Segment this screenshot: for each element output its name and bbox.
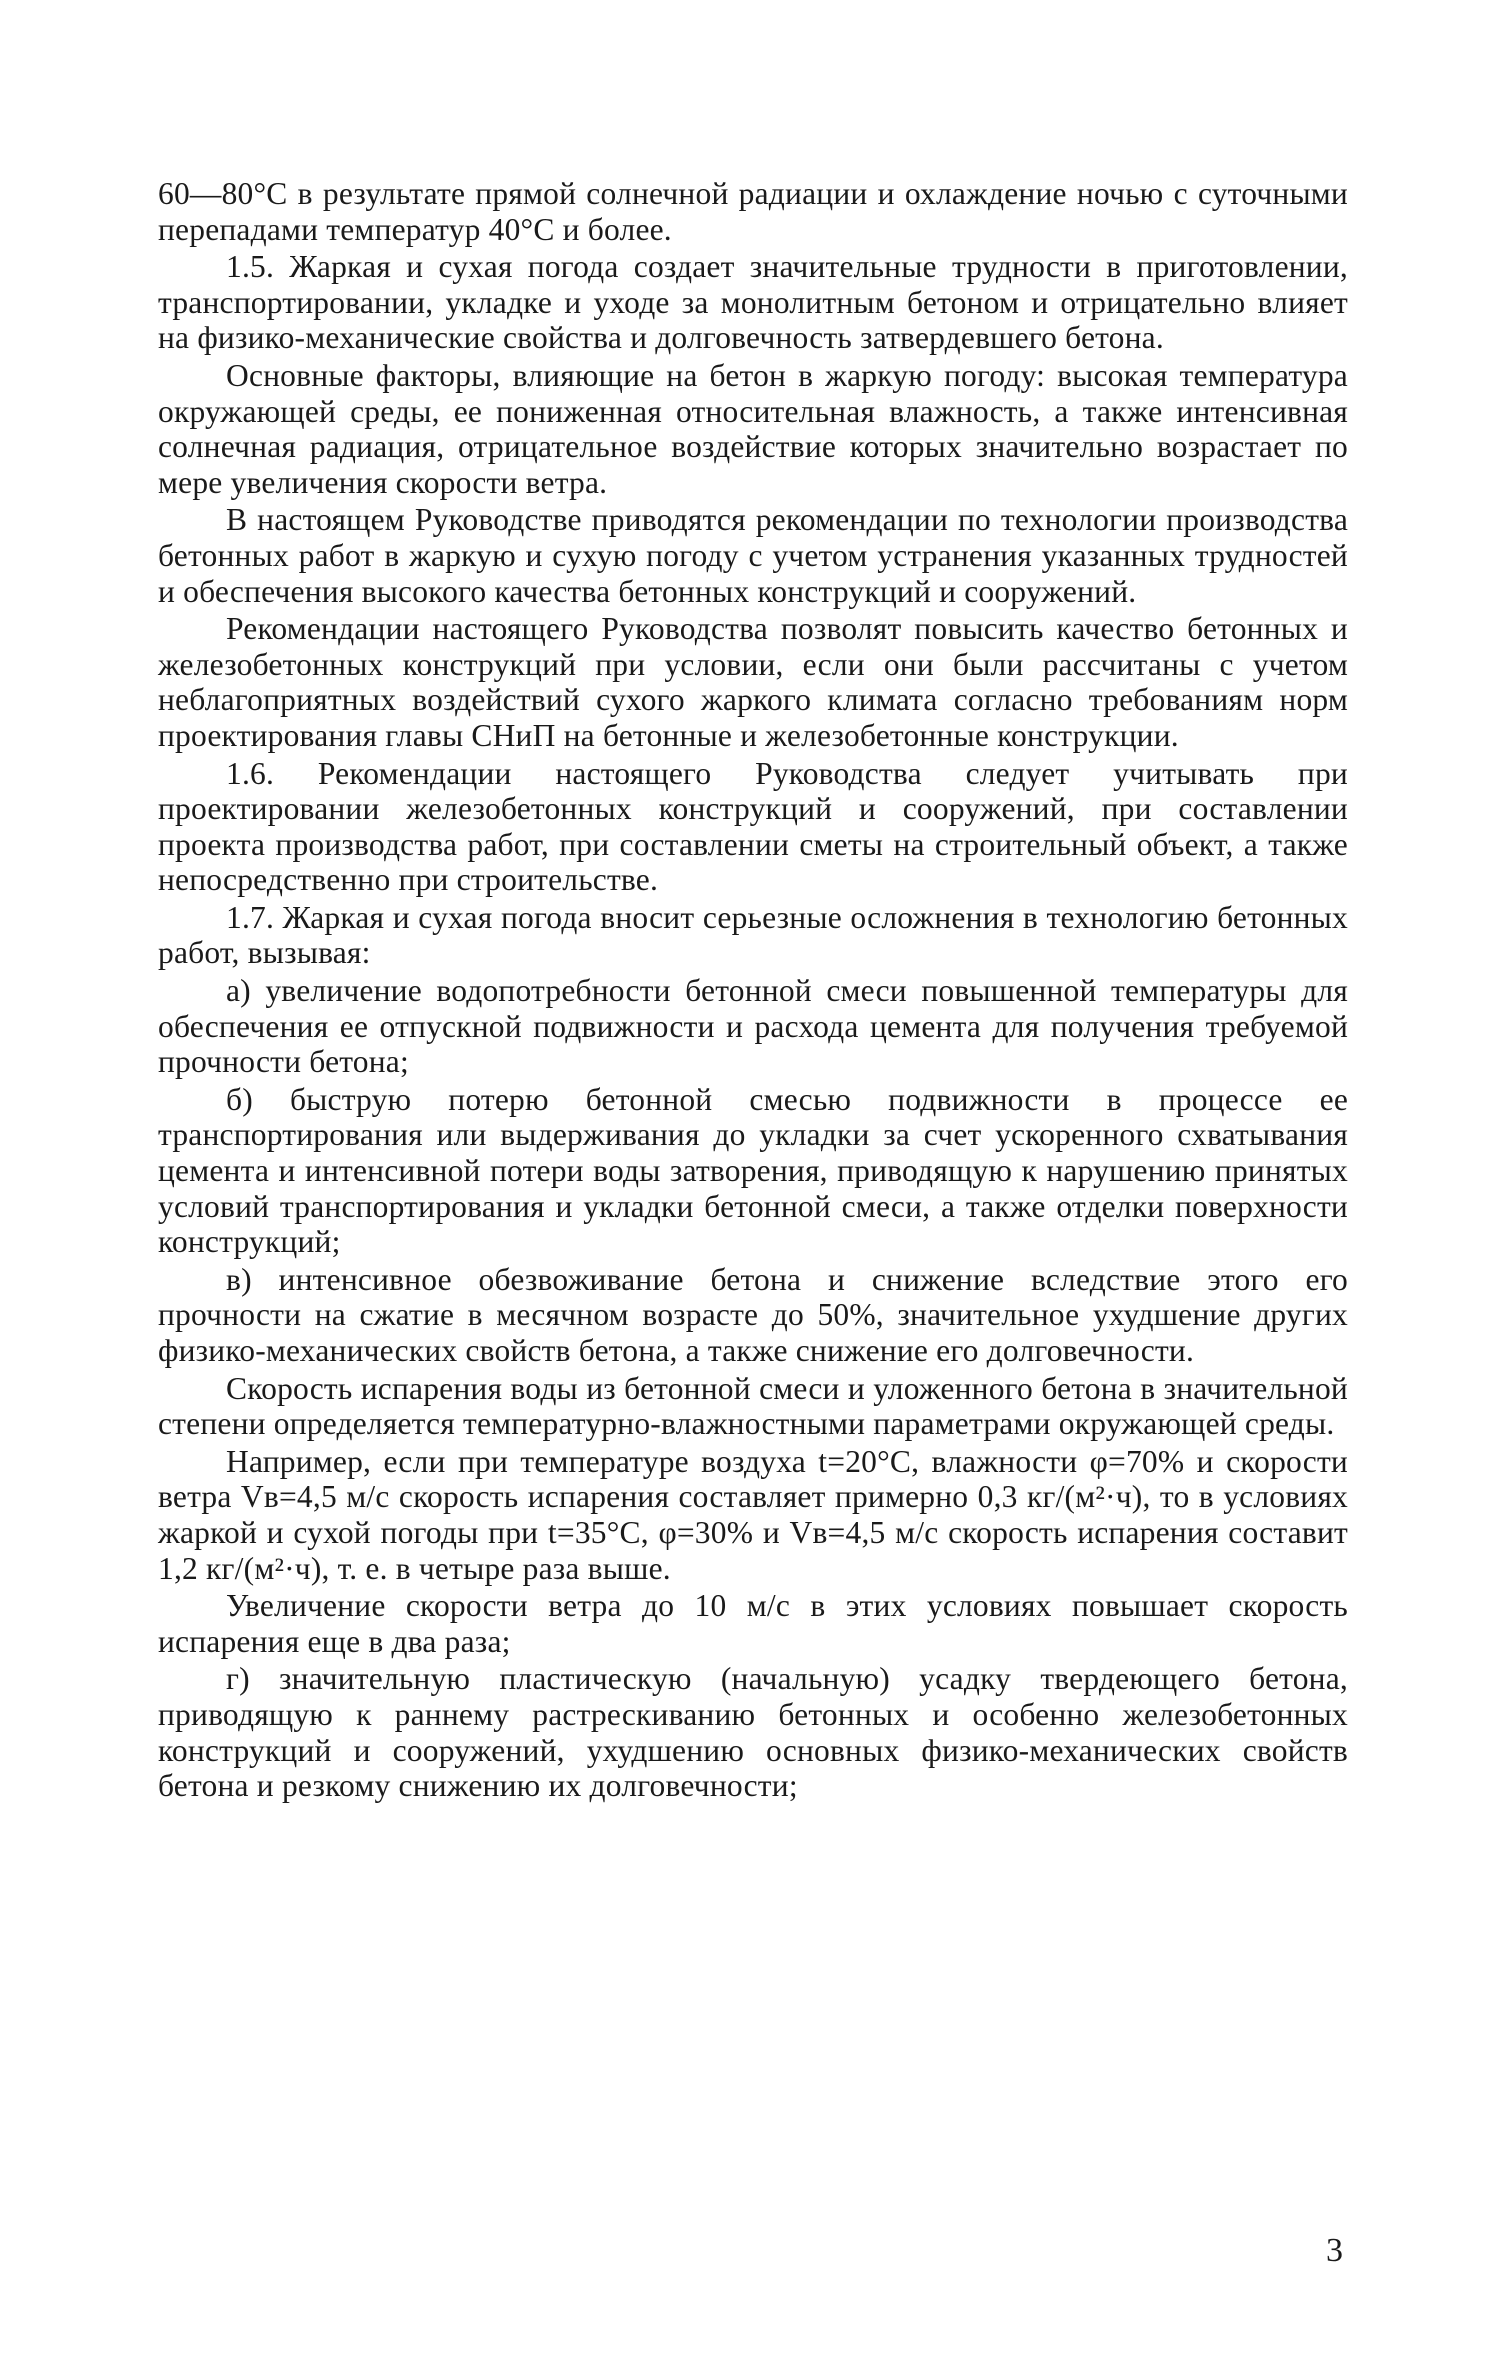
list-item-a: а) увеличение водопотребности бетонной смеси повышенной температуры для обеспечения ее отпускной подвижности и расхода цемента для получения требуемой прочности бетона;: [158, 973, 1348, 1080]
paragraph-1-6: 1.6. Рекомендации настоящего Руководства следует учитывать при проектировании железобетонных конструкций и сооружений, при составлении проекта производства работ, при составлении сметы на строительный объект, а также непосредственно при строительстве.: [158, 755, 1348, 898]
paragraph-guide-intro: В настоящем Руководстве приводятся рекомендации по технологии производства бетонных работ в жаркую и сухую погоду с учетом устранения указанных трудностей и обеспечения высокого качества бетонных конструкций и сооружений.: [158, 502, 1348, 609]
page-number: 3: [1326, 2232, 1343, 2269]
paragraph-recommendations: Рекомендации настоящего Руководства позволят повысить качество бетонных и железобетонных конструкций при условии, если они были рассчитаны с учетом неблагоприятных воздействий сухого жаркого климата согласно требованиям норм проектирования главы СНиП на бетонные и железобетонные конструкции.: [158, 611, 1348, 753]
paragraph-example: Например, если при температуре воздуха t=20°C, влажности φ=70% и скорости ветра Vв=4,5 м/с скорость испарения составляет примерно 0,3 кг/(м²·ч), то в условиях жаркой и сухой погоды при t=35°C, φ=30% и Vв=4,5 м/с скорость испарения составит 1,2 кг/(м²·ч), т. е. в четыре раза выше.: [158, 1443, 1348, 1586]
paragraph-factors: Основные факторы, влияющие на бетон в жаркую погоду: высокая температура окружающей среды, ее пониженная относительная влажность, а также интенсивная солнечная радиация, отрицательное воздействие которых значительно возрастает по мере увеличения скорости ветра.: [158, 357, 1348, 500]
paragraph-1-7: 1.7. Жаркая и сухая погода вносит серьезные осложнения в технологию бетонных работ, вызывая:: [158, 899, 1348, 971]
paragraph-1-5: 1.5. Жаркая и сухая погода создает значительные трудности в приготовлении, транспортировании, укладке и уходе за монолитным бетоном и отрицательно влияет на физико-механические свойства и долговечность затвердевшего бетона.: [158, 249, 1348, 356]
list-item-b: б) быструю потерю бетонной смесью подвижности в процессе ее транспортирования или выдерживания до укладки за счет ускоренного схватывания цемента и интенсивной потери воды затворения, приводящую к нарушению принятых условий транспортирования и укладки бетонной смеси, а также отделки поверхности конструкций;: [158, 1081, 1348, 1260]
paragraph-wind: Увеличение скорости ветра до 10 м/с в этих условиях повышает скорость испарения еще в два раза;: [158, 1588, 1348, 1659]
paragraph-continuation: 60—80°C в результате прямой солнечной радиации и охлаждение ночью с суточными перепадами температур 40°C и более.: [158, 176, 1348, 247]
body-text: [158, 176, 1348, 1806]
list-item-v: в) интенсивное обезвоживание бетона и снижение вследствие этого его прочности на сжатие в месячном возрасте до 50%, значительное ухудшение других физико-механических свойств бетона, а также снижение его долговечности.: [158, 1261, 1348, 1368]
paragraph-evaporation: Скорость испарения воды из бетонной смеси и уложенного бетона в значительной степени определяется температурно-влажностными параметрами окружающей среды.: [158, 1370, 1348, 1442]
list-item-g: г) значительную пластическую (начальную) усадку твердеющего бетона, приводящую к раннему растрескиванию бетонных и особенно железобетонных конструкций и сооружений, ухудшению основных физико-механических свойств бетона и резкому снижению их долговечности;: [158, 1661, 1348, 1804]
